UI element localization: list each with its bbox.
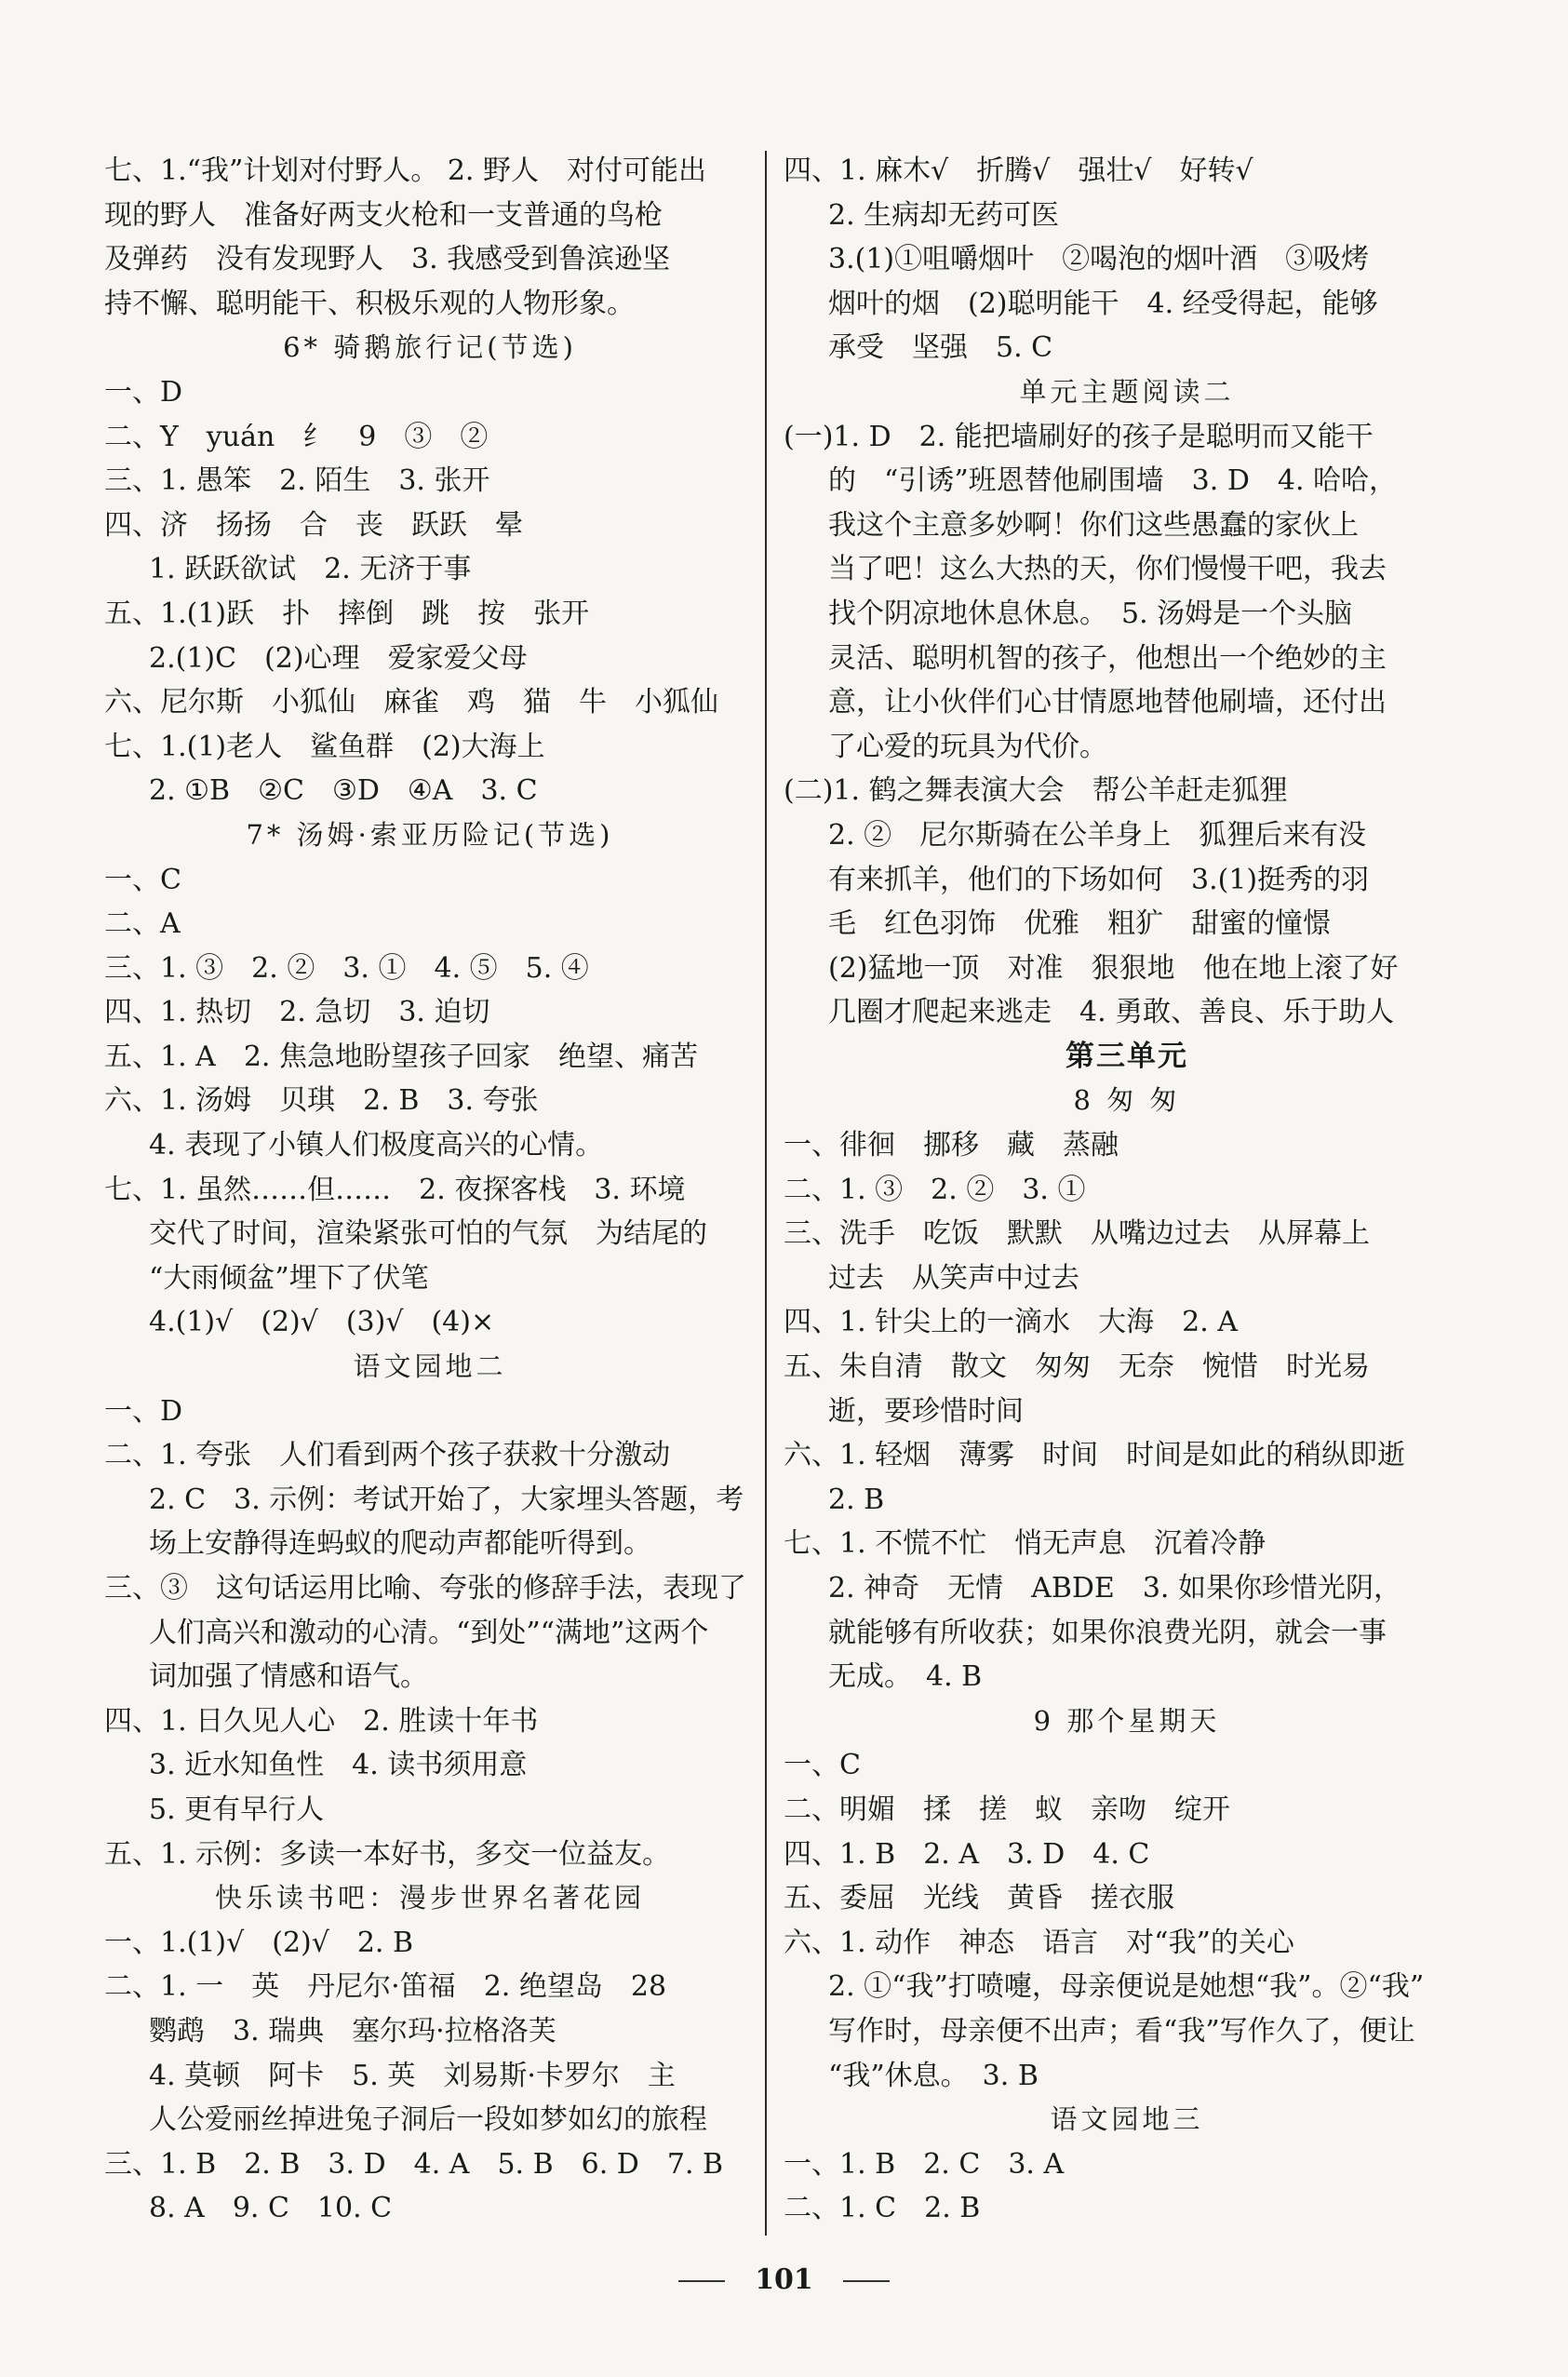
answer-line: 持不懈、聪明能干、积极乐观的人物形象。 — [104, 287, 635, 320]
section-heading: 6* 骑鹅旅行记(节选) — [283, 331, 577, 364]
answer-line: 五、1.(1)跃 扑 摔倒 跳 按 张开 — [104, 597, 590, 630]
answer-line: 词加强了情感和语气。 — [149, 1660, 428, 1694]
answer-line: 有来抓羊，他们的下场如何 3.(1)挺秀的羽 — [828, 863, 1370, 896]
answer-line: 2. B — [828, 1483, 885, 1516]
answer-line: 毛 红色羽饰 优雅 粗犷 甜蜜的憧憬 — [828, 907, 1331, 941]
answer-line: 几圈才爬起来逃走 4. 勇敢、善良、乐于助人 — [828, 996, 1395, 1029]
answer-line: 意，让小伙伴们心甘情愿地替他刷墙，还付出 — [828, 686, 1387, 719]
answer-line: 三、1. 愚笨 2. 陌生 3. 张开 — [104, 464, 490, 498]
answer-line: 5. 更有早行人 — [149, 1793, 325, 1826]
answer-line: 4. 表现了小镇人们极度高兴的心情。 — [149, 1129, 604, 1162]
answer-line: 二、1. ③ 2. ② 3. ① — [784, 1173, 1086, 1206]
answer-line: 写作时，母亲便不出声；看“我”写作久了，便让 — [828, 2014, 1415, 2048]
section-heading: 语文园地三 — [1050, 2103, 1204, 2136]
answer-line: 四、1. B 2. A 3. D 4. C — [784, 1837, 1150, 1871]
answer-line: 二、1. C 2. B — [784, 2192, 981, 2225]
answer-line: 六、1. 轻烟 薄雾 时间 时间是如此的稍纵即逝 — [784, 1439, 1406, 1472]
answer-line: 3.(1)①咀嚼烟叶 ②喝泡的烟叶酒 ③吸烤 — [828, 243, 1370, 276]
section-heading: 快乐读书吧：漫步世界名著花园 — [214, 1882, 645, 1914]
left-column — [104, 149, 756, 2231]
answer-line: 人们高兴和激动的心清。“到处”“满地”这两个 — [149, 1616, 709, 1649]
section-heading: 8 匆 匆 — [1073, 1084, 1181, 1117]
answer-line: 三、③ 这句话运用比喻、夸张的修辞手法，表现了 — [104, 1572, 746, 1605]
answer-line: 四、1. 针尖上的一滴水 大海 2. A — [784, 1306, 1238, 1339]
answer-line: 2. C 3. 示例：考试开始了，大家埋头答题，考 — [149, 1483, 744, 1516]
section-heading: 9 那个星期天 — [1033, 1704, 1221, 1737]
section-heading: 单元主题阅读二 — [1019, 375, 1235, 408]
answer-line: 二、1. 一 英 丹尼尔·笛福 2. 绝望岛 28 — [104, 1970, 667, 2004]
answer-line: 六、尼尔斯 小狐仙 麻雀 鸡 猫 牛 小狐仙 — [104, 686, 718, 719]
answer-line: “大雨倾盆”埋下了伏笔 — [149, 1261, 429, 1295]
answer-line: 六、1. 汤姆 贝琪 2. B 3. 夸张 — [104, 1084, 539, 1118]
answer-line: 场上安静得连蚂蚁的爬动声都能听得到。 — [149, 1527, 651, 1561]
answer-line: 2. ①B ②C ③D ④A 3. C — [149, 774, 538, 808]
answer-line: 二、Y yuán 纟 9 ③ ② — [104, 420, 489, 453]
answer-line: 一、D — [104, 375, 183, 409]
answer-line: 承受 坚强 5. C — [828, 331, 1053, 365]
answer-line: 二、A — [104, 907, 181, 941]
answer-line: 及弹药 没有发现野人 3. 我感受到鲁滨逊坚 — [104, 243, 671, 276]
answer-line: (二)1. 鹤之舞表演大会 帮公羊赶走狐狸 — [784, 774, 1288, 808]
column-divider — [765, 151, 767, 2236]
answer-line: 一、C — [784, 1749, 861, 1782]
answer-line: 二、1. 夸张 人们看到两个孩子获救十分激动 — [104, 1439, 671, 1472]
answer-line: 2. 神奇 无情 ABDE 3. 如果你珍惜光阴， — [828, 1572, 1401, 1605]
page-footer — [0, 2263, 1568, 2296]
section-heading: 第三单元 — [1065, 1039, 1188, 1073]
footer-dash-left — [678, 2280, 725, 2282]
answer-line: 四、济 扬扬 合 丧 跃跃 晕 — [104, 508, 523, 542]
answer-line: 一、1.(1)√ (2)√ 2. B — [104, 1926, 414, 1959]
answer-line: 七、1.“我”计划对付野人。 2. 野人 对付可能出 — [104, 154, 706, 187]
answer-line: 人公爱丽丝掉进兔子洞后一段如梦如幻的旅程 — [149, 2103, 707, 2137]
answer-line: 就能够有所收获；如果你浪费光阴，就会一事 — [828, 1616, 1387, 1649]
answer-line: 2. ② 尼尔斯骑在公羊身上 狐狸后来有没 — [828, 818, 1367, 852]
answer-line: 三、1. ③ 2. ② 3. ① 4. ⑤ 5. ④ — [104, 951, 589, 985]
answer-line: 七、1. 虽然……但…… 2. 夜探客栈 3. 环境 — [104, 1173, 686, 1206]
answer-line: 8. A 9. C 10. C — [149, 2192, 393, 2225]
answer-line: 了心爱的玩具为代价。 — [828, 730, 1107, 763]
answer-line: 三、洗手 吃饭 默默 从嘴边过去 从屏幕上 — [784, 1217, 1370, 1251]
answer-line: 五、1. A 2. 焦急地盼望孩子回家 绝望、痛苦 — [104, 1040, 698, 1073]
answer-line: 七、1. 不慌不忙 悄无声息 沉着冷静 — [784, 1527, 1266, 1561]
answer-line: 当了吧！这么大热的天，你们慢慢干吧，我去 — [828, 553, 1387, 586]
footer-dash-right — [843, 2280, 890, 2282]
answer-line: 2. 生病却无药可医 — [828, 198, 1060, 232]
answer-line: 二、明媚 揉 搓 蚁 亲吻 绽开 — [784, 1793, 1230, 1826]
answer-line: 鹦鹉 3. 瑞典 塞尔玛·拉格洛芙 — [149, 2014, 556, 2048]
page-number: 101 — [755, 2263, 813, 2296]
answer-line: 的 “引诱”班恩替他刷围墙 3. D 4. 哈哈， — [828, 464, 1398, 498]
answer-line: 五、1. 示例：多读一本好书，多交一位益友。 — [104, 1837, 671, 1871]
section-heading: 7* 汤姆·索亚历险记(节选) — [246, 818, 614, 851]
answer-line: 现的野人 准备好两支火枪和一支普通的鸟枪 — [104, 198, 663, 232]
answer-line: 2.(1)C (2)心理 爱家爱父母 — [149, 641, 528, 675]
answer-line: (一)1. D 2. 能把墙刷好的孩子是聪明而又能干 — [784, 420, 1374, 453]
answer-line: “我”休息。 3. B — [828, 2059, 1039, 2092]
answer-line: 4. 莫顿 阿卡 5. 英 刘易斯·卡罗尔 主 — [149, 2059, 676, 2092]
answer-line: 五、委屈 光线 黄昏 搓衣服 — [784, 1882, 1174, 1915]
answer-line: 一、D — [104, 1394, 183, 1428]
answer-line: 逝，要珍惜时间 — [828, 1394, 1024, 1428]
answer-line: 交代了时间，渲染紧张可怕的气氛 为结尾的 — [149, 1217, 707, 1251]
answer-line: 一、1. B 2. C 3. A — [784, 2147, 1065, 2181]
answer-line: 四、1. 日久见人心 2. 胜读十年书 — [104, 1704, 539, 1738]
answer-line: 1. 跃跃欲试 2. 无济于事 — [149, 553, 472, 586]
right-column — [784, 149, 1470, 2231]
answer-line: 4.(1)√ (2)√ (3)√ (4)× — [149, 1306, 495, 1339]
answer-line: 四、1. 麻木√ 折腾√ 强壮√ 好转√ — [784, 154, 1253, 187]
answer-line: 四、1. 热切 2. 急切 3. 迫切 — [104, 996, 490, 1029]
answer-line: 五、朱自清 散文 匆匆 无奈 惋惜 时光易 — [784, 1350, 1370, 1384]
answer-line: 无成。 4. B — [828, 1660, 983, 1694]
answer-line: 找个阴凉地休息休息。 5. 汤姆是一个头脑 — [828, 597, 1353, 630]
answer-line: 3. 近水知鱼性 4. 读书须用意 — [149, 1749, 528, 1782]
section-heading: 语文园地二 — [353, 1350, 507, 1383]
answer-line: 2. ①“我”打喷嚏，母亲便说是她想“我”。②“我” — [828, 1970, 1425, 2004]
answer-line: (2)猛地一顶 对准 狠狠地 他在地上滚了好 — [828, 951, 1399, 985]
answer-line: 烟叶的烟 (2)聪明能干 4. 经受得起，能够 — [828, 287, 1378, 320]
answer-line: 一、C — [104, 863, 181, 896]
answer-line: 六、1. 动作 神态 语言 对“我”的关心 — [784, 1926, 1294, 1959]
answer-line: 灵活、聪明机智的孩子，他想出一个绝妙的主 — [828, 641, 1387, 675]
answer-line: 我这个主意多妙啊！你们这些愚蠢的家伙上 — [828, 508, 1359, 542]
answer-line: 三、1. B 2. B 3. D 4. A 5. B 6. D 7. B — [104, 2147, 724, 2181]
answer-line: 一、徘徊 挪移 藏 蒸融 — [784, 1129, 1119, 1162]
answer-line: 七、1.(1)老人 鲨鱼群 (2)大海上 — [104, 730, 545, 763]
answer-line: 过去 从笑声中过去 — [828, 1261, 1079, 1295]
